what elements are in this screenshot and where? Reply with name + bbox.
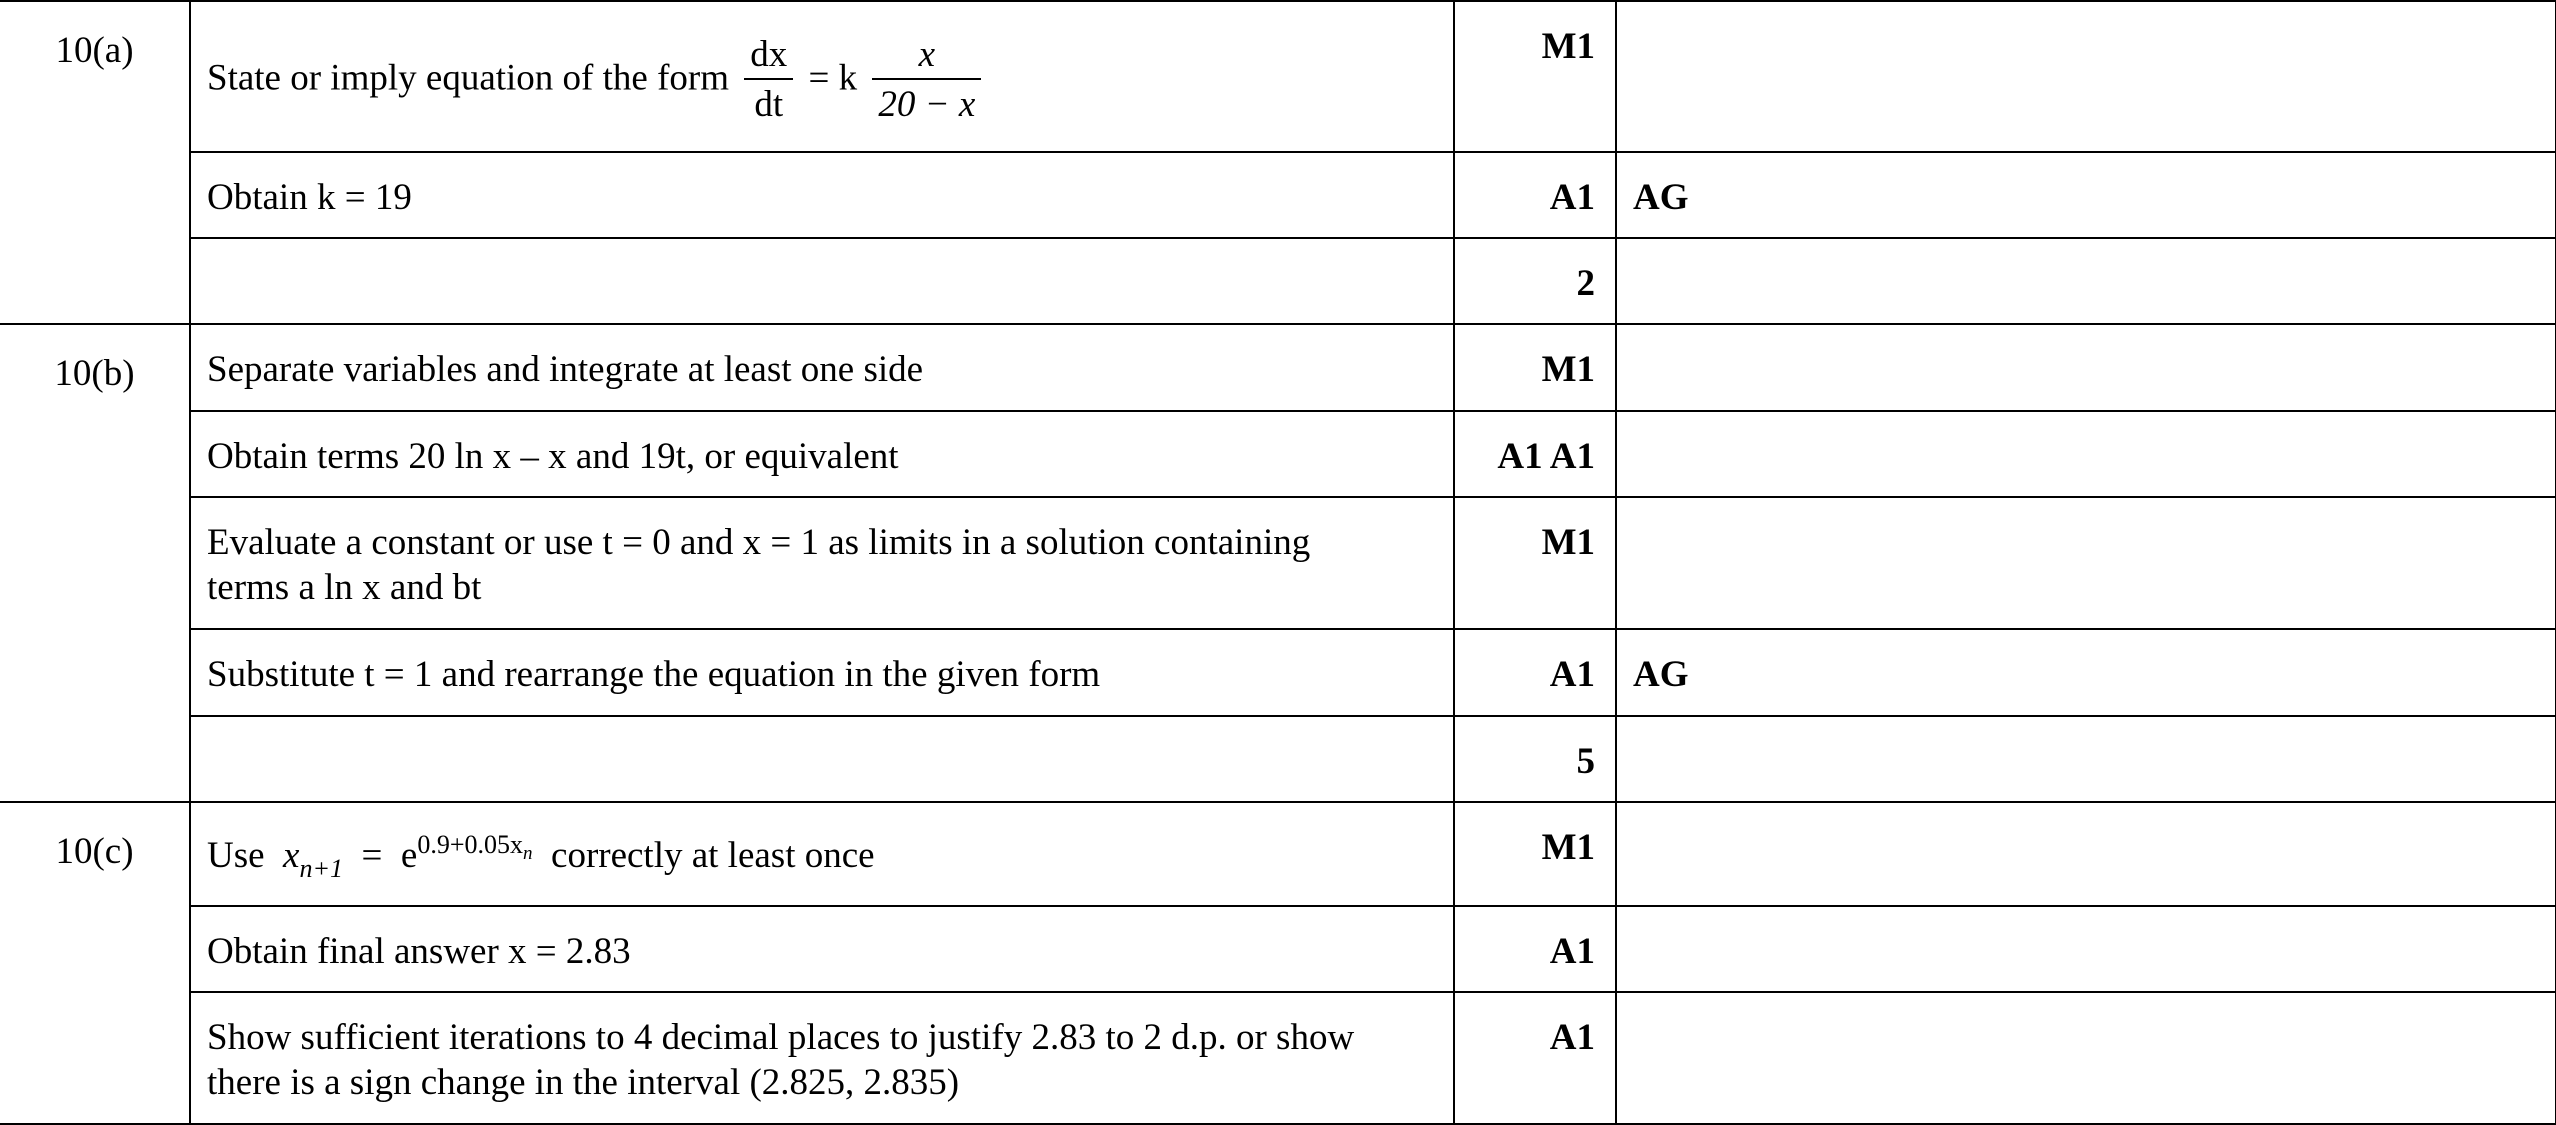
step-description [190,716,1454,802]
table-row [0,992,2556,1124]
table-row [0,716,2556,802]
step-description [190,1,1454,152]
step-text: correctly at least once [551,835,875,876]
table-row [0,152,2556,238]
table-row [0,1,2556,152]
step-description [190,802,1454,906]
guidance-cell [1616,716,2556,802]
mark-cell: A1 [1454,992,1616,1124]
fraction-denominator: 20 − x [878,84,976,125]
exponential-expression: $e^{0.9+0.05x_n}$ [400,830,533,876]
guidance-cell [1616,1,2556,152]
table-row [0,906,2556,992]
iteration-variable: $x_{n+1}$ [283,835,344,883]
question-number: 10(b) [0,324,190,802]
table-row [0,629,2556,716]
step-description [190,238,1454,324]
step-description: Substitute t = 1 and rearrange the equation in the given form [190,629,1454,716]
step-description [190,497,1454,629]
guidance-cell [1616,411,2556,497]
step-text-line: Evaluate a constant or use t = 0 and x = 1 as limits in a solution containing [207,522,1311,563]
guidance-cell [1616,324,2556,411]
derivative-fraction [744,32,793,130]
step-text: State or imply equation of the form [207,57,729,99]
equals-k: = k [808,57,858,99]
guidance-cell [1616,497,2556,629]
guidance-cell [1616,802,2556,906]
guidance-cell: AG [1616,152,2556,238]
guidance-cell [1616,238,2556,324]
rate-fraction [872,32,981,130]
step-description: Obtain k = 19 [190,152,1454,238]
total-marks: 5 [1454,716,1616,802]
step-text-line: Show sufficient iterations to 4 decimal places to justify 2.83 to 2 d.p. or show [207,1017,1355,1058]
guidance-cell [1616,906,2556,992]
equals-sign: = [361,835,383,876]
mark-cell: M1 [1454,802,1616,906]
mark-cell: M1 [1454,497,1616,629]
mark-cell: A1 [1454,629,1616,716]
guidance-cell [1616,992,2556,1124]
mark-cell: M1 [1454,324,1616,411]
step-text-line: there is a sign change in the interval (2.825, 2.835) [207,1062,960,1103]
step-description: Separate variables and integrate at least one side [190,324,1454,411]
mark-cell: A1 A1 [1454,411,1616,497]
question-number: 10(c) [0,802,190,1124]
table-row [0,324,2556,411]
step-description: Obtain terms 20 ln x – x and 19t, or equivalent [190,411,1454,497]
step-description [190,992,1454,1124]
fraction-numerator: x [872,32,981,80]
mark-cell: M1 [1454,1,1616,152]
mark-cell: A1 [1454,906,1616,992]
step-text: Use [207,835,265,876]
guidance-cell: AG [1616,629,2556,716]
step-description: Obtain final answer x = 2.83 [190,906,1454,992]
table-row [0,802,2556,906]
mark-cell: A1 [1454,152,1616,238]
table-row [0,497,2556,629]
question-number: 10(a) [0,1,190,324]
table-row [0,238,2556,324]
table-row [0,411,2556,497]
total-marks: 2 [1454,238,1616,324]
fraction-numerator: dx [744,32,793,80]
fraction-denominator: dt [754,84,784,125]
step-text-line: terms a ln x and bt [207,567,482,608]
